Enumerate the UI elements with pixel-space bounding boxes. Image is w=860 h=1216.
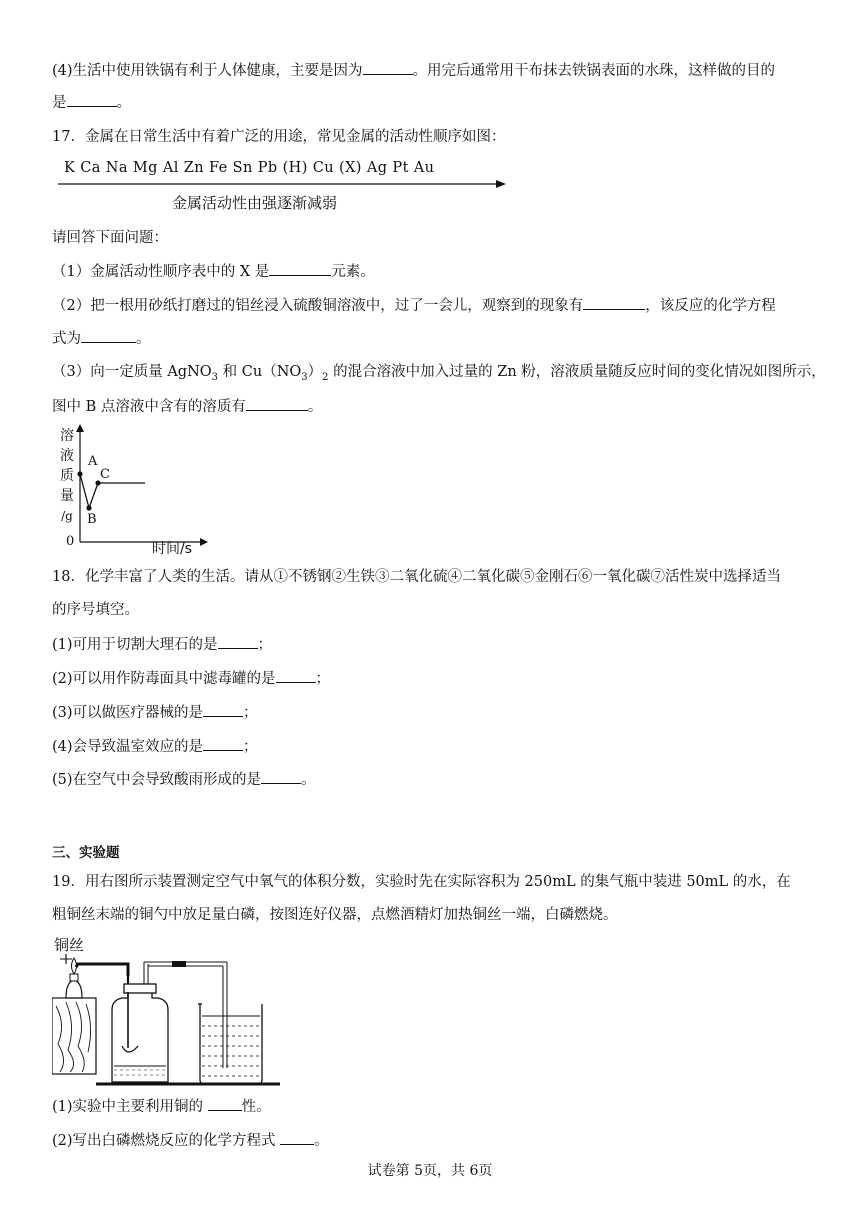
q17-part1: （1）金属活动性顺序表中的 X 是 元素。 xyxy=(52,261,808,282)
answer-blank[interactable] xyxy=(269,261,331,276)
answer-blank[interactable] xyxy=(218,634,258,649)
graph-origin: 0 xyxy=(66,534,75,549)
q16-4-line2: 是 。 xyxy=(52,92,808,113)
graph-x-arrow xyxy=(200,538,208,546)
graph-x-label: 时间/s xyxy=(152,541,193,557)
q18-item: (5)在空气中会导致酸雨形成的是 。 xyxy=(52,769,808,790)
graph-label-b: B xyxy=(87,512,97,527)
answer-blank[interactable] xyxy=(203,736,243,751)
answer-blank[interactable] xyxy=(246,396,308,411)
q17-part2-line1: （2）把一根用砂纸打磨过的铝丝浸入硫酸铜溶液中，过了一会儿，观察到的现象有 ，该反应的化学方程 xyxy=(52,295,808,316)
q17-part3-line1: （3）向一定质量 AgNO$_3$ 和 $Cu(NO_3)_2$ 的混合溶液中加入过量的 Zn 粉，溶液质量随反应时间的变化情况如图所示， xyxy=(52,364,826,383)
q18-item: (3)可以做医疗器械的是 ； xyxy=(52,702,808,723)
q18-intro-line1: 18．化学丰富了人类的生活。请从①不锈钢②生铁③二氧化硫④二氧化碳⑤金刚石⑥一氧化碳⑦活性炭中选择适当 xyxy=(52,569,781,585)
copper-wire-label: 铜丝 xyxy=(54,936,85,954)
graph-curve xyxy=(80,474,145,508)
q19-line1: 19．用右图所示装置测定空气中氧气的体积分数，实验时先在实际容积为 250mL 的集气瓶中装进 50mL 的水，在 xyxy=(52,874,791,890)
graph-point-a xyxy=(77,471,82,476)
q18-intro-line2: 的序号填空。 xyxy=(52,602,139,618)
activity-series-caption: 金属活动性由强逐渐减弱 xyxy=(172,194,338,212)
graph-label-a: A xyxy=(88,454,98,469)
answer-blank[interactable] xyxy=(276,668,316,683)
section-heading: 三、实验题 xyxy=(52,845,120,861)
q17-part2-line2: 式为 。 xyxy=(52,328,808,349)
q17-intro: 17．金属在日常生活中有着广泛的用途，常见金属的活动性顺序如图： xyxy=(52,129,506,145)
answer-blank[interactable] xyxy=(81,328,136,343)
graph-y-label: 溶 液 质 量 /g xyxy=(60,428,74,523)
q17-prompt: 请回答下面问题： xyxy=(52,230,168,246)
answer-blank[interactable] xyxy=(280,1130,314,1145)
q19-line2: 粗铜丝末端的铜勺中放足量白磷，按图连好仪器，点燃酒精灯加热铜丝一端，白磷燃烧。 xyxy=(52,907,618,923)
answer-blank[interactable] xyxy=(67,92,117,107)
graph-label-c: C xyxy=(100,467,110,482)
graph-plot xyxy=(52,424,222,556)
q18-item: (4)会导致温室效应的是 ； xyxy=(52,736,808,757)
answer-blank[interactable] xyxy=(208,1096,242,1111)
q17-part3-line2: 图中 B 点溶液中含有的溶质有 。 xyxy=(52,396,808,417)
answer-blank[interactable] xyxy=(261,769,301,784)
q19-part1: (1)实验中主要利用铜的 性。 xyxy=(52,1096,808,1117)
graph-y-arrow xyxy=(76,424,84,432)
graph-point-b xyxy=(86,505,91,510)
q18-item: (2)可以用作防毒面具中滤毒罐的是 ； xyxy=(52,668,808,689)
q16-4-line1: (4)生活中使用铁锅有利于人体健康，主要是因为 。用完后通常用干布抹去铁锅表面的水珠，这样做的目的 xyxy=(52,60,808,81)
answer-blank[interactable] xyxy=(363,60,413,75)
q18-item: (1)可用于切割大理石的是 ； xyxy=(52,634,808,655)
answer-blank[interactable] xyxy=(583,295,645,310)
apparatus-drawing xyxy=(52,934,282,1086)
answer-blank[interactable] xyxy=(203,702,243,717)
metal-activity-series xyxy=(56,158,516,218)
activity-series-text: K Ca Na Mg Al Zn Fe Sn Pb (H) Cu (X) Ag Pt Au xyxy=(64,160,435,176)
q19-part2: (2)写出白磷燃烧反应的化学方程式 。 xyxy=(52,1130,808,1151)
solution-mass-graph xyxy=(52,424,222,556)
apparatus-figure xyxy=(52,934,282,1086)
page-footer: 试卷第 5页，共 6页 xyxy=(367,1163,493,1179)
